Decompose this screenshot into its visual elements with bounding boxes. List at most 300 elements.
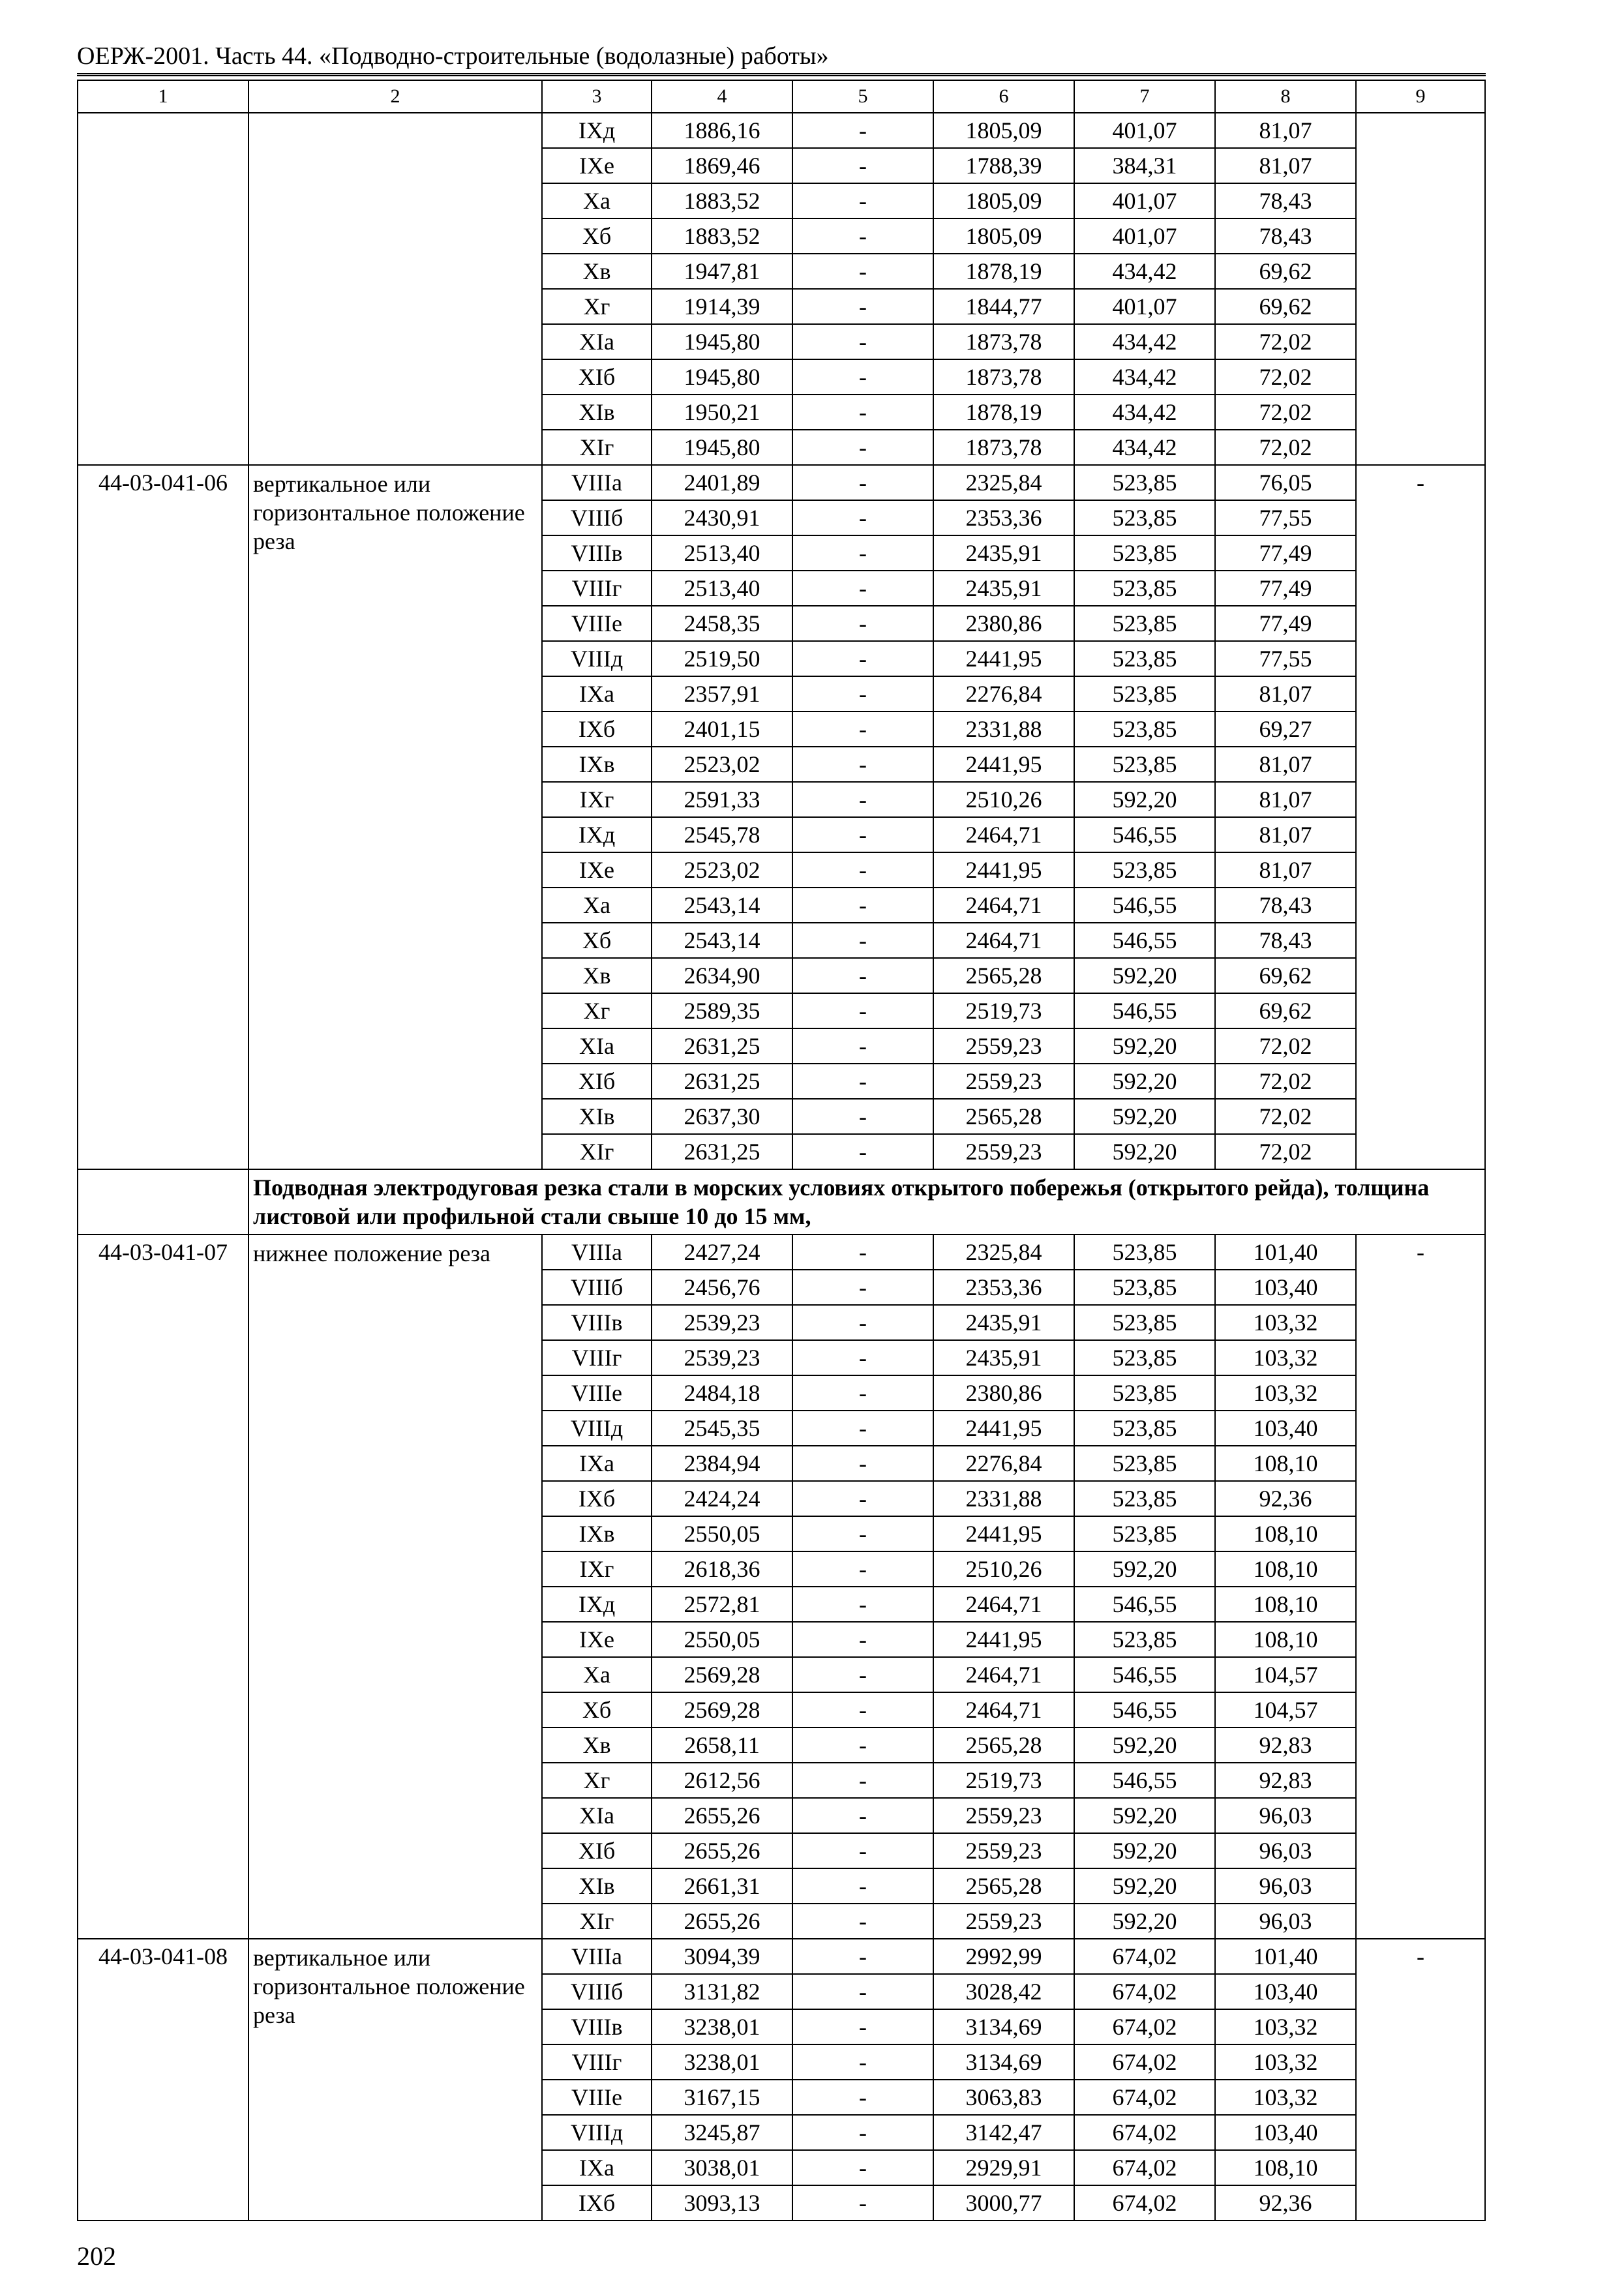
direct-costs: 1869,46 [652,148,792,183]
table-row [78,1939,1485,1974]
operator-wage: 523,85 [1074,676,1215,711]
direct-costs: 2545,78 [652,817,792,852]
operator-wage: 546,55 [1074,1763,1215,1798]
machine-cost: 2441,95 [933,641,1074,676]
labor-cost: - [792,465,933,500]
column-9-value: - [1356,465,1485,1169]
direct-costs: 2401,89 [652,465,792,500]
direct-costs: 1945,80 [652,324,792,359]
labor-cost: - [792,1234,933,1270]
direct-costs: 2631,25 [652,1134,792,1169]
direct-costs: 2631,25 [652,1028,792,1064]
direct-costs: 2456,76 [652,1270,792,1305]
rate-code: 44-03-041-06 [78,465,248,1169]
resource-class: VIIIб [542,500,652,535]
direct-costs: 2543,14 [652,888,792,923]
labor-cost: - [792,711,933,747]
machine-cost: 2565,28 [933,958,1074,993]
direct-costs: 2357,91 [652,676,792,711]
resource-class: Xб [542,923,652,958]
materials-cost: 103,40 [1215,1411,1356,1446]
labor-cost: - [792,1798,933,1833]
resource-class: VIIIа [542,1939,652,1974]
resource-class: IXа [542,676,652,711]
resource-class: VIIIб [542,1974,652,2009]
rates-table [77,80,1486,2221]
direct-costs: 3038,01 [652,2150,792,2185]
labor-cost: - [792,2080,933,2115]
direct-costs: 3238,01 [652,2009,792,2044]
resource-class: Xа [542,1657,652,1692]
column-number: 3 [542,80,652,113]
resource-class: XIа [542,324,652,359]
operator-wage: 523,85 [1074,1375,1215,1411]
direct-costs: 2539,23 [652,1305,792,1340]
resource-class: VIIIа [542,465,652,500]
operator-wage: 592,20 [1074,1134,1215,1169]
materials-cost: 77,55 [1215,500,1356,535]
operator-wage: 523,85 [1074,1305,1215,1340]
column-9-value: - [1356,1234,1485,1939]
machine-cost: 2441,95 [933,852,1074,888]
machine-cost: 1844,77 [933,289,1074,324]
operator-wage: 592,20 [1074,1728,1215,1763]
machine-cost: 2441,95 [933,1516,1074,1551]
resource-class: VIIIд [542,1411,652,1446]
resource-class: IXд [542,113,652,148]
labor-cost: - [792,1763,933,1798]
operator-wage: 523,85 [1074,1270,1215,1305]
direct-costs: 1945,80 [652,430,792,465]
machine-cost: 2929,91 [933,2150,1074,2185]
resource-class: IXг [542,782,652,817]
direct-costs: 2539,23 [652,1340,792,1375]
labor-cost: - [792,817,933,852]
resource-class: IXе [542,1622,652,1657]
direct-costs: 2550,05 [652,1516,792,1551]
resource-class: XIв [542,395,652,430]
machine-cost: 2559,23 [933,1798,1074,1833]
resource-class: Xг [542,993,652,1028]
operator-wage: 434,42 [1074,430,1215,465]
rate-description [248,113,542,465]
operator-wage: 546,55 [1074,923,1215,958]
rate-description: нижнее положение реза [248,1234,542,1939]
labor-cost: - [792,395,933,430]
machine-cost: 2380,86 [933,606,1074,641]
column-number: 1 [78,80,248,113]
materials-cost: 108,10 [1215,1446,1356,1481]
materials-cost: 103,32 [1215,2009,1356,2044]
machine-cost: 2435,91 [933,1305,1074,1340]
materials-cost: 103,32 [1215,2080,1356,2115]
operator-wage: 592,20 [1074,958,1215,993]
materials-cost: 77,49 [1215,606,1356,641]
materials-cost: 103,32 [1215,2044,1356,2080]
resource-class: Xв [542,958,652,993]
operator-wage: 592,20 [1074,1798,1215,1833]
materials-cost: 103,40 [1215,1974,1356,2009]
operator-wage: 674,02 [1074,1939,1215,1974]
operator-wage: 384,31 [1074,148,1215,183]
direct-costs: 2513,40 [652,535,792,571]
resource-class: VIIIг [542,571,652,606]
labor-cost: - [792,2115,933,2150]
operator-wage: 592,20 [1074,1028,1215,1064]
page-number: 202 [77,2241,116,2271]
labor-cost: - [792,148,933,183]
materials-cost: 77,49 [1215,571,1356,606]
operator-wage: 523,85 [1074,1516,1215,1551]
machine-cost: 1878,19 [933,395,1074,430]
resource-class: IXг [542,1551,652,1587]
direct-costs: 2523,02 [652,747,792,782]
labor-cost: - [792,641,933,676]
resource-class: Xа [542,888,652,923]
resource-class: VIIIв [542,1305,652,1340]
materials-cost: 81,07 [1215,817,1356,852]
machine-cost: 2331,88 [933,711,1074,747]
operator-wage: 592,20 [1074,1551,1215,1587]
direct-costs: 1914,39 [652,289,792,324]
resource-class: XIв [542,1868,652,1904]
labor-cost: - [792,535,933,571]
direct-costs: 2458,35 [652,606,792,641]
materials-cost: 72,02 [1215,395,1356,430]
column-number: 2 [248,80,542,113]
resource-class: Xг [542,289,652,324]
machine-cost: 2435,91 [933,571,1074,606]
operator-wage: 523,85 [1074,500,1215,535]
resource-class: XIг [542,1134,652,1169]
labor-cost: - [792,1904,933,1939]
table-row [78,465,1485,500]
labor-cost: - [792,1939,933,1974]
direct-costs: 2655,26 [652,1904,792,1939]
materials-cost: 96,03 [1215,1833,1356,1868]
operator-wage: 401,07 [1074,183,1215,218]
labor-cost: - [792,888,933,923]
direct-costs: 2631,25 [652,1064,792,1099]
resource-class: IXб [542,1481,652,1516]
materials-cost: 92,36 [1215,2185,1356,2221]
resource-class: XIб [542,1833,652,1868]
resource-class: Xв [542,1728,652,1763]
direct-costs: 2589,35 [652,993,792,1028]
labor-cost: - [792,254,933,289]
operator-wage: 434,42 [1074,324,1215,359]
column-number: 6 [933,80,1074,113]
resource-class: IXе [542,852,652,888]
labor-cost: - [792,1587,933,1622]
column-number: 8 [1215,80,1356,113]
direct-costs: 2618,36 [652,1551,792,1587]
table-body [78,80,1485,2221]
page-header: ОЕРЖ-2001. Часть 44. «Подводно-строительные (водолазные) работы» [77,40,1486,76]
column-number-row [78,80,1485,113]
machine-cost: 2325,84 [933,1234,1074,1270]
operator-wage: 523,85 [1074,852,1215,888]
operator-wage: 523,85 [1074,1234,1215,1270]
materials-cost: 69,62 [1215,289,1356,324]
direct-costs: 2655,26 [652,1833,792,1868]
direct-costs: 2543,14 [652,923,792,958]
materials-cost: 108,10 [1215,1551,1356,1587]
materials-cost: 72,02 [1215,1064,1356,1099]
labor-cost: - [792,958,933,993]
direct-costs: 2550,05 [652,1622,792,1657]
labor-cost: - [792,430,933,465]
machine-cost: 2519,73 [933,1763,1074,1798]
materials-cost: 108,10 [1215,1622,1356,1657]
operator-wage: 546,55 [1074,1692,1215,1728]
machine-cost: 2464,71 [933,1692,1074,1728]
materials-cost: 103,40 [1215,1270,1356,1305]
column-9-value: - [1356,1939,1485,2221]
direct-costs: 2545,35 [652,1411,792,1446]
materials-cost: 72,02 [1215,1134,1356,1169]
direct-costs: 3093,13 [652,2185,792,2221]
operator-wage: 546,55 [1074,993,1215,1028]
materials-cost: 81,07 [1215,747,1356,782]
materials-cost: 103,32 [1215,1340,1356,1375]
operator-wage: 546,55 [1074,888,1215,923]
resource-class: XIа [542,1798,652,1833]
materials-cost: 69,62 [1215,254,1356,289]
resource-class: XIб [542,1064,652,1099]
machine-cost: 2435,91 [933,1340,1074,1375]
materials-cost: 72,02 [1215,359,1356,395]
resource-class: IXд [542,817,652,852]
labor-cost: - [792,606,933,641]
direct-costs: 2484,18 [652,1375,792,1411]
materials-cost: 92,83 [1215,1763,1356,1798]
machine-cost: 3028,42 [933,1974,1074,2009]
machine-cost: 2510,26 [933,782,1074,817]
machine-cost: 2464,71 [933,817,1074,852]
labor-cost: - [792,1340,933,1375]
operator-wage: 523,85 [1074,1411,1215,1446]
column-number: 9 [1356,80,1485,113]
materials-cost: 81,07 [1215,852,1356,888]
direct-costs: 1886,16 [652,113,792,148]
machine-cost: 1805,09 [933,113,1074,148]
resource-class: IXа [542,1446,652,1481]
operator-wage: 401,07 [1074,218,1215,254]
materials-cost: 78,43 [1215,888,1356,923]
labor-cost: - [792,1728,933,1763]
labor-cost: - [792,1305,933,1340]
machine-cost: 3134,69 [933,2044,1074,2080]
materials-cost: 96,03 [1215,1868,1356,1904]
labor-cost: - [792,923,933,958]
labor-cost: - [792,1833,933,1868]
operator-wage: 523,85 [1074,465,1215,500]
labor-cost: - [792,993,933,1028]
rate-description: вертикальное или горизонтальное положение реза [248,1939,542,2221]
direct-costs: 1883,52 [652,183,792,218]
direct-costs: 2430,91 [652,500,792,535]
machine-cost: 3000,77 [933,2185,1074,2221]
labor-cost: - [792,676,933,711]
labor-cost: - [792,500,933,535]
labor-cost: - [792,1375,933,1411]
labor-cost: - [792,1622,933,1657]
operator-wage: 523,85 [1074,711,1215,747]
resource-class: Xа [542,183,652,218]
labor-cost: - [792,183,933,218]
column-9-value [1356,113,1485,465]
direct-costs: 2513,40 [652,571,792,606]
resource-class: VIIIа [542,1234,652,1270]
resource-class: Xг [542,1763,652,1798]
section-title: Подводная электродуговая резка стали в морских условиях открытого побережья (открытого рейда), толщина листовой или профильной стали свыше 10 до 15 мм, [248,1169,1485,1234]
materials-cost: 81,07 [1215,676,1356,711]
operator-wage: 674,02 [1074,2080,1215,2115]
resource-class: VIIIв [542,2009,652,2044]
column-number: 4 [652,80,792,113]
labor-cost: - [792,113,933,148]
operator-wage: 592,20 [1074,1099,1215,1134]
labor-cost: - [792,2185,933,2221]
materials-cost: 69,27 [1215,711,1356,747]
direct-costs: 2424,24 [652,1481,792,1516]
materials-cost: 104,57 [1215,1692,1356,1728]
machine-cost: 1873,78 [933,324,1074,359]
rate-code: 44-03-041-07 [78,1234,248,1939]
materials-cost: 72,02 [1215,324,1356,359]
machine-cost: 2380,86 [933,1375,1074,1411]
labor-cost: - [792,1551,933,1587]
machine-cost: 2559,23 [933,1904,1074,1939]
operator-wage: 592,20 [1074,1868,1215,1904]
direct-costs: 2634,90 [652,958,792,993]
machine-cost: 3134,69 [933,2009,1074,2044]
materials-cost: 77,55 [1215,641,1356,676]
resource-class: Xб [542,1692,652,1728]
materials-cost: 103,32 [1215,1375,1356,1411]
direct-costs: 2519,50 [652,641,792,676]
materials-cost: 92,83 [1215,1728,1356,1763]
machine-cost: 2559,23 [933,1134,1074,1169]
machine-cost: 2565,28 [933,1728,1074,1763]
operator-wage: 546,55 [1074,817,1215,852]
resource-class: VIIIг [542,2044,652,2080]
labor-cost: - [792,1064,933,1099]
resource-class: VIIIд [542,641,652,676]
operator-wage: 523,85 [1074,747,1215,782]
machine-cost: 2441,95 [933,747,1074,782]
column-number: 7 [1074,80,1215,113]
direct-costs: 2655,26 [652,1798,792,1833]
labor-cost: - [792,1868,933,1904]
materials-cost: 103,40 [1215,2115,1356,2150]
operator-wage: 674,02 [1074,2115,1215,2150]
resource-class: IXд [542,1587,652,1622]
machine-cost: 2441,95 [933,1622,1074,1657]
operator-wage: 523,85 [1074,641,1215,676]
operator-wage: 523,85 [1074,571,1215,606]
operator-wage: 546,55 [1074,1587,1215,1622]
direct-costs: 3238,01 [652,2044,792,2080]
labor-cost: - [792,1411,933,1446]
operator-wage: 523,85 [1074,606,1215,641]
machine-cost: 2331,88 [933,1481,1074,1516]
direct-costs: 1945,80 [652,359,792,395]
table-row [78,1234,1485,1270]
machine-cost: 1805,09 [933,218,1074,254]
resource-class: IXе [542,148,652,183]
direct-costs: 3167,15 [652,2080,792,2115]
labor-cost: - [792,1692,933,1728]
rate-description: вертикальное или горизонтальное положение реза [248,465,542,1169]
operator-wage: 434,42 [1074,359,1215,395]
machine-cost: 2441,95 [933,1411,1074,1446]
materials-cost: 81,07 [1215,782,1356,817]
machine-cost: 3142,47 [933,2115,1074,2150]
operator-wage: 592,20 [1074,1904,1215,1939]
machine-cost: 1873,78 [933,359,1074,395]
direct-costs: 2427,24 [652,1234,792,1270]
materials-cost: 76,05 [1215,465,1356,500]
materials-cost: 78,43 [1215,183,1356,218]
materials-cost: 78,43 [1215,218,1356,254]
machine-cost: 1805,09 [933,183,1074,218]
machine-cost: 2353,36 [933,1270,1074,1305]
materials-cost: 103,32 [1215,1305,1356,1340]
labor-cost: - [792,1099,933,1134]
machine-cost: 2559,23 [933,1028,1074,1064]
machine-cost: 2353,36 [933,500,1074,535]
machine-cost: 2464,71 [933,1657,1074,1692]
direct-costs: 2401,15 [652,711,792,747]
operator-wage: 523,85 [1074,1622,1215,1657]
operator-wage: 523,85 [1074,1481,1215,1516]
operator-wage: 401,07 [1074,289,1215,324]
machine-cost: 2565,28 [933,1868,1074,1904]
labor-cost: - [792,747,933,782]
labor-cost: - [792,1446,933,1481]
materials-cost: 108,10 [1215,2150,1356,2185]
materials-cost: 108,10 [1215,1516,1356,1551]
machine-cost: 1878,19 [933,254,1074,289]
materials-cost: 72,02 [1215,430,1356,465]
resource-class: XIб [542,359,652,395]
machine-cost: 2276,84 [933,1446,1074,1481]
operator-wage: 592,20 [1074,782,1215,817]
direct-costs: 1883,52 [652,218,792,254]
labor-cost: - [792,1974,933,2009]
resource-class: IXб [542,2185,652,2221]
direct-costs: 2569,28 [652,1692,792,1728]
resource-class: VIIIб [542,1270,652,1305]
materials-cost: 81,07 [1215,148,1356,183]
materials-cost: 69,62 [1215,993,1356,1028]
machine-cost: 2559,23 [933,1833,1074,1868]
labor-cost: - [792,1657,933,1692]
machine-cost: 2435,91 [933,535,1074,571]
resource-class: VIIIд [542,2115,652,2150]
section-spacer [78,1169,248,1234]
operator-wage: 401,07 [1074,113,1215,148]
resource-class: XIг [542,430,652,465]
machine-cost: 2510,26 [933,1551,1074,1587]
direct-costs: 1947,81 [652,254,792,289]
direct-costs: 2572,81 [652,1587,792,1622]
resource-class: VIIIв [542,535,652,571]
rate-code [78,113,248,465]
labor-cost: - [792,782,933,817]
